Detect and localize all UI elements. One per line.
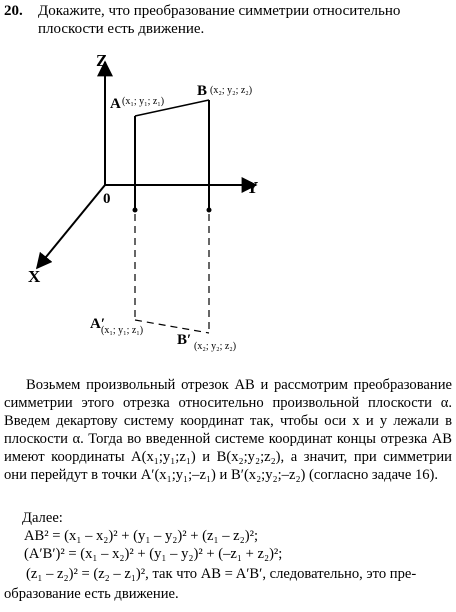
label-x: X — [28, 267, 41, 286]
foot-b — [207, 208, 212, 213]
label-a-prime: A′ — [90, 316, 106, 332]
label-b: B — [197, 83, 208, 99]
label-a-coords: (x₁; y₁; z₁) — [122, 96, 165, 107]
conclusion-continuation: образование есть движение. — [4, 586, 179, 602]
label-z: Z — [96, 51, 108, 70]
label-b-prime-coords: (x₂; y₂; z₂) — [194, 341, 237, 352]
equation-ab: AB² = (x₁ – x₂)² + (y₁ – y₂)² + (z₁ – z₂)²; — [24, 528, 259, 544]
label-y: Y — [246, 178, 259, 197]
problem-number: 20. — [4, 3, 23, 19]
problem-statement: Докажите, что преобразование симметрии относительно плоскости есть движение. — [38, 3, 401, 37]
label-a: A — [110, 96, 121, 112]
equation-conclusion: (z₁ – z₂)² = (z₂ – z₁)², так что AB = A′B′, следовательно, это пре- — [26, 566, 417, 582]
solution-paragraph: Возьмем произвольный отрезок AB и рассмотрим преобразование симметрии этого отрезка относительно произвольной плоскости α. Введем декартову систему координат так, чтобы оси x и y лежали в плоскости α. Тогда во введенной системе координат концы отрезка AB имеют координаты A(x₁;y₁;z₁) и B(x₂;y₂;z₂), а значит, при симметрии они перейдут в точки A′(x₁;y₁;–z₁) и B′(x₂;y₂;–z₂) (согласно задаче 16). — [4, 377, 452, 483]
label-a-prime-coords: (x₁; y₁; z₁) — [101, 325, 144, 336]
further-label: Далее: — [22, 510, 63, 526]
equation-a-prime-b-prime: (A′B′)² = (x₁ – x₂)² + (y₁ – y₂)² + (–z₁ + z₂)²; — [24, 546, 283, 562]
foot-a — [133, 208, 138, 213]
label-b-coords: (x₂; y₂; z₂) — [210, 85, 253, 96]
segment-a-prime-b-prime — [135, 320, 209, 333]
label-origin: 0 — [103, 191, 111, 207]
x-axis — [37, 185, 105, 268]
label-b-prime: B′ — [177, 332, 192, 348]
solution-text — [4, 376, 452, 484]
